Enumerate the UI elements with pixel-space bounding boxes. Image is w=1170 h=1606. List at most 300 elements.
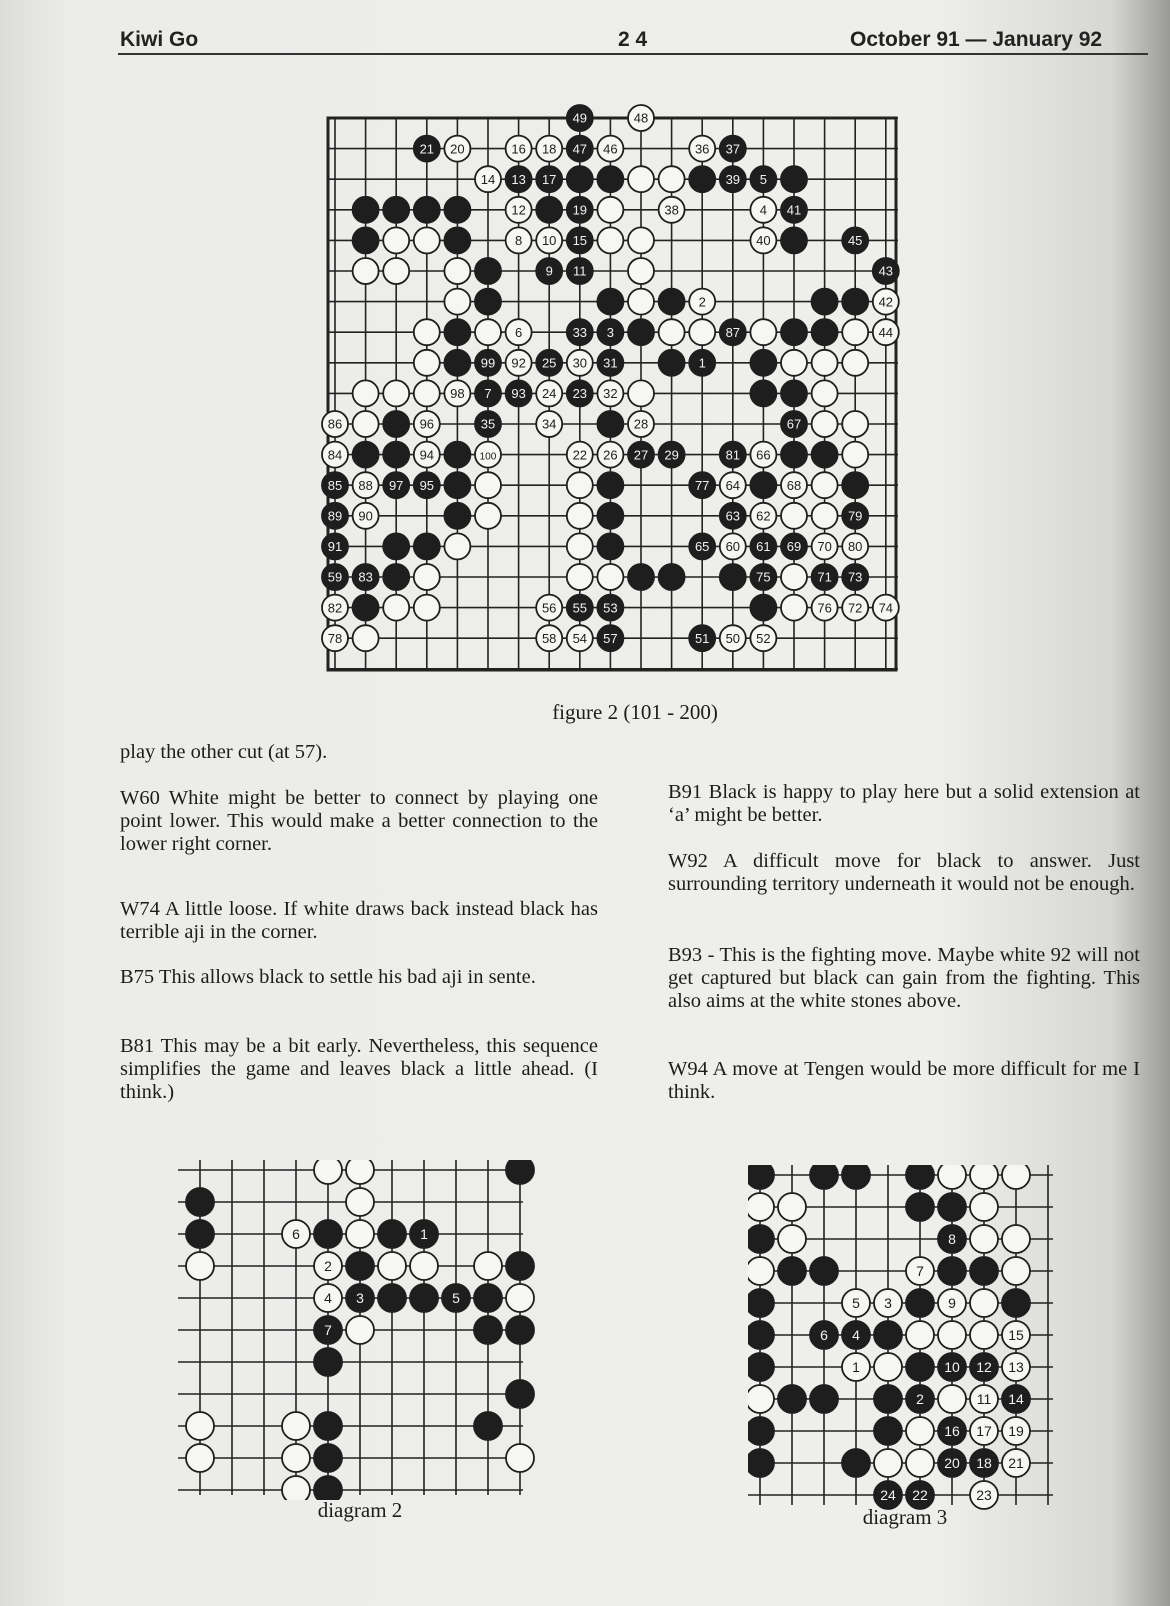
left-paragraph-5: B81 This may be a bit early. Nevertheless, this sequence simplifies the game and leaves black a little ahead. (I think.): [120, 1035, 598, 1103]
black-stone: [597, 166, 623, 192]
white-stone: [536, 380, 562, 406]
black-stone: [475, 380, 501, 406]
black-stone: [567, 166, 593, 192]
white-stone: [842, 533, 868, 559]
black-stone: [689, 166, 715, 192]
white-stone: [414, 227, 440, 253]
black-stone: [506, 1380, 534, 1408]
black-stone: [970, 1257, 998, 1285]
move-number: 41: [786, 202, 802, 218]
black-stone: [810, 1257, 838, 1285]
move-number: 13: [511, 171, 526, 187]
white-stone: [475, 442, 501, 468]
move-number: 91: [327, 539, 343, 555]
black-stone: [938, 1353, 966, 1381]
black-stone: [1002, 1385, 1030, 1413]
move-number: 67: [786, 416, 802, 432]
black-stone: [781, 533, 807, 559]
white-stone: [567, 564, 593, 590]
white-stone: [353, 411, 379, 437]
black-stone: [748, 1165, 774, 1189]
black-stone: [506, 166, 532, 192]
white-stone: [938, 1385, 966, 1413]
move-number: 22: [572, 447, 588, 463]
black-stone: [567, 105, 593, 131]
black-stone: [750, 533, 776, 559]
white-stone: [750, 503, 776, 529]
white-stone: [689, 319, 715, 345]
left-paragraph-2: W60 White might be better to connect by playing one point lower. This would make a better connection to the lower right corner.: [120, 787, 598, 855]
move-number: 88: [358, 477, 373, 493]
white-stone: [748, 1385, 774, 1413]
white-stone: [444, 533, 470, 559]
white-stone: [414, 411, 440, 437]
black-stone: [475, 411, 501, 437]
header-publication: Kiwi Go: [120, 28, 199, 51]
white-stone: [536, 136, 562, 162]
black-stone: [906, 1165, 934, 1189]
move-number: 6: [514, 324, 523, 340]
black-stone: [720, 136, 746, 162]
move-number: 95: [419, 477, 435, 493]
diagram-2-caption: diagram 2: [317, 1498, 403, 1522]
white-stone: [567, 533, 593, 559]
white-stone: [186, 1252, 214, 1280]
move-number: 19: [1008, 1423, 1024, 1440]
black-stone: [383, 411, 409, 437]
white-stone: [812, 472, 838, 498]
move-number: 22: [912, 1487, 928, 1504]
black-stone: [750, 564, 776, 590]
move-number: 98: [450, 386, 465, 402]
white-stone: [1002, 1165, 1030, 1189]
black-stone: [506, 1160, 534, 1184]
move-number: 4: [324, 1290, 332, 1307]
black-stone: [383, 533, 409, 559]
black-stone: [567, 197, 593, 223]
move-number: 97: [388, 477, 404, 493]
move-number: 24: [541, 386, 557, 402]
black-stone: [444, 350, 470, 376]
white-stone: [778, 1193, 806, 1221]
white-stone: [938, 1165, 966, 1189]
move-number: 74: [878, 600, 894, 616]
move-number: 60: [725, 539, 741, 555]
move-number: 100: [479, 451, 497, 463]
move-number: 73: [847, 569, 863, 585]
move-number: 14: [480, 171, 496, 187]
move-number: 8: [948, 1231, 956, 1248]
move-number: 4: [759, 202, 768, 218]
black-stone: [597, 411, 623, 437]
black-stone: [628, 319, 654, 345]
white-stone: [659, 166, 685, 192]
white-stone: [1002, 1417, 1030, 1445]
black-stone: [314, 1476, 342, 1500]
white-stone: [750, 227, 776, 253]
white-stone: [906, 1417, 934, 1445]
black-stone: [442, 1284, 470, 1312]
white-stone: [842, 1289, 870, 1317]
black-stone: [781, 380, 807, 406]
white-stone: [970, 1321, 998, 1349]
white-stone: [628, 289, 654, 315]
black-stone: [444, 472, 470, 498]
move-number: 85: [327, 477, 343, 493]
black-stone: [314, 1348, 342, 1376]
white-stone: [346, 1160, 374, 1184]
white-stone: [444, 380, 470, 406]
black-stone: [938, 1417, 966, 1445]
move-number: 6: [292, 1226, 300, 1243]
black-stone: [842, 1165, 870, 1189]
right-paragraph-2: W92 A difficult move for black to answer. Just surrounding territory underneath it would not be enough.: [668, 850, 1140, 895]
black-stone: [781, 442, 807, 468]
white-stone: [781, 472, 807, 498]
move-number: 44: [878, 324, 894, 340]
white-stone: [567, 503, 593, 529]
white-stone: [874, 1353, 902, 1381]
black-stone: [597, 472, 623, 498]
move-number: 82: [327, 600, 343, 616]
move-number: 43: [878, 263, 894, 279]
move-number: 34: [541, 416, 557, 432]
black-stone: [597, 319, 623, 345]
black-stone: [874, 1321, 902, 1349]
black-stone: [567, 380, 593, 406]
black-stone: [720, 503, 746, 529]
white-stone: [720, 625, 746, 651]
white-stone: [475, 472, 501, 498]
move-number: 42: [878, 294, 894, 310]
move-number: 3: [606, 324, 615, 340]
black-stone: [781, 166, 807, 192]
move-number: 27: [633, 447, 649, 463]
white-stone: [781, 595, 807, 621]
move-number: 79: [847, 508, 863, 524]
move-number: 15: [1008, 1327, 1024, 1344]
black-stone: [346, 1284, 374, 1312]
black-stone: [536, 197, 562, 223]
move-number: 59: [327, 569, 343, 585]
white-stone: [748, 1257, 774, 1285]
move-number: 16: [944, 1423, 960, 1440]
white-stone: [353, 380, 379, 406]
move-number: 9: [948, 1295, 956, 1312]
black-stone: [842, 472, 868, 498]
white-stone: [322, 595, 348, 621]
black-stone: [322, 472, 348, 498]
white-stone: [322, 411, 348, 437]
white-stone: [812, 533, 838, 559]
move-number: 90: [358, 508, 373, 524]
white-stone: [628, 105, 654, 131]
black-stone: [314, 1316, 342, 1344]
move-number: 46: [603, 141, 618, 157]
black-stone: [938, 1193, 966, 1221]
white-stone: [282, 1412, 310, 1440]
black-stone: [659, 564, 685, 590]
black-stone: [475, 258, 501, 284]
move-number: 23: [976, 1487, 992, 1504]
black-stone: [812, 319, 838, 345]
white-stone: [812, 350, 838, 376]
move-number: 69: [786, 539, 802, 555]
black-stone: [778, 1257, 806, 1285]
white-stone: [414, 319, 440, 345]
white-stone: [1002, 1449, 1030, 1477]
black-stone: [689, 533, 715, 559]
move-number: 45: [847, 233, 863, 249]
white-stone: [628, 227, 654, 253]
white-stone: [475, 166, 501, 192]
white-stone: [414, 380, 440, 406]
black-stone: [383, 472, 409, 498]
white-stone: [378, 1252, 406, 1280]
white-stone: [750, 319, 776, 345]
move-number: 54: [572, 630, 588, 646]
white-stone: [536, 411, 562, 437]
move-number: 77: [694, 477, 710, 493]
black-stone: [810, 1385, 838, 1413]
move-number: 94: [419, 447, 435, 463]
black-stone: [414, 197, 440, 223]
white-stone: [906, 1321, 934, 1349]
black-stone: [186, 1188, 214, 1216]
black-stone: [750, 595, 776, 621]
black-stone: [536, 350, 562, 376]
white-stone: [475, 319, 501, 345]
move-number: 61: [756, 539, 771, 555]
white-stone: [597, 380, 623, 406]
white-stone: [444, 258, 470, 284]
white-stone: [383, 227, 409, 253]
move-number: 70: [817, 539, 832, 555]
move-number: 7: [324, 1322, 332, 1339]
white-stone: [842, 1353, 870, 1381]
black-stone: [874, 1417, 902, 1445]
white-stone: [689, 136, 715, 162]
white-stone: [383, 258, 409, 284]
black-stone: [597, 533, 623, 559]
black-stone: [506, 1316, 534, 1344]
header-page-number: 2 4: [618, 28, 648, 51]
white-stone: [597, 442, 623, 468]
white-stone: [567, 350, 593, 376]
white-stone: [322, 625, 348, 651]
black-stone: [414, 533, 440, 559]
black-stone: [970, 1449, 998, 1477]
black-stone: [410, 1220, 438, 1248]
black-stone: [906, 1193, 934, 1221]
black-stone: [378, 1220, 406, 1248]
black-stone: [873, 258, 899, 284]
black-stone: [750, 472, 776, 498]
black-stone: [597, 289, 623, 315]
move-number: 38: [664, 202, 679, 218]
move-number: 5: [452, 1290, 460, 1307]
black-stone: [186, 1220, 214, 1248]
white-stone: [628, 380, 654, 406]
white-stone: [536, 227, 562, 253]
move-number: 92: [511, 355, 526, 371]
move-number: 35: [480, 416, 496, 432]
black-stone: [720, 442, 746, 468]
move-number: 1: [420, 1226, 428, 1243]
white-stone: [346, 1220, 374, 1248]
white-stone: [938, 1289, 966, 1317]
white-stone: [628, 411, 654, 437]
move-number: 65: [694, 539, 710, 555]
white-stone: [1002, 1321, 1030, 1349]
white-stone: [314, 1252, 342, 1280]
move-number: 18: [976, 1455, 992, 1472]
black-stone: [781, 197, 807, 223]
move-number: 11: [976, 1391, 992, 1408]
figure-2-caption: figure 2 (101 - 200): [552, 700, 718, 724]
left-paragraph-1: play the other cut (at 57).: [120, 741, 328, 763]
move-number: 39: [725, 171, 741, 187]
right-paragraph-1: B91 Black is happy to play here but a solid extension at ‘a’ might be better.: [668, 781, 1140, 826]
move-number: 7: [916, 1263, 924, 1280]
white-stone: [781, 564, 807, 590]
black-stone: [842, 1449, 870, 1477]
white-stone: [597, 227, 623, 253]
black-stone: [597, 503, 623, 529]
black-stone: [748, 1289, 774, 1317]
white-stone: [186, 1412, 214, 1440]
white-stone: [414, 350, 440, 376]
left-paragraph-3: W74 A little loose. If white draws back instead black has terrible aji in the corner.: [120, 898, 598, 943]
white-stone: [842, 319, 868, 345]
white-stone: [597, 197, 623, 223]
black-stone: [659, 289, 685, 315]
black-stone: [444, 319, 470, 345]
move-number: 26: [603, 447, 618, 463]
move-number: 5: [759, 171, 768, 187]
black-stone: [812, 289, 838, 315]
move-number: 10: [944, 1359, 960, 1376]
white-stone: [346, 1188, 374, 1216]
move-number: 16: [511, 141, 526, 157]
move-number: 1: [698, 355, 706, 371]
white-stone: [282, 1444, 310, 1472]
white-stone: [873, 595, 899, 621]
move-number: 1: [852, 1359, 860, 1376]
move-number: 12: [511, 202, 526, 218]
black-stone: [567, 595, 593, 621]
black-stone: [414, 136, 440, 162]
white-stone: [282, 1476, 310, 1500]
white-stone: [414, 595, 440, 621]
move-number: 2: [916, 1391, 924, 1408]
white-stone: [970, 1165, 998, 1189]
move-number: 87: [725, 324, 741, 340]
move-number: 4: [852, 1327, 860, 1344]
black-stone: [874, 1385, 902, 1413]
white-stone: [506, 197, 532, 223]
white-stone: [628, 166, 654, 192]
diagram-3-caption: diagram 3: [862, 1505, 948, 1529]
move-number: 31: [603, 355, 618, 371]
black-stone: [689, 350, 715, 376]
move-number: 2: [324, 1258, 332, 1275]
move-number: 58: [541, 630, 557, 646]
black-stone: [536, 166, 562, 192]
black-stone: [567, 319, 593, 345]
white-stone: [353, 503, 379, 529]
black-stone: [474, 1412, 502, 1440]
move-number: 9: [545, 263, 553, 279]
move-number: 14: [1008, 1391, 1024, 1408]
move-number: 72: [847, 600, 863, 616]
black-stone: [444, 442, 470, 468]
right-paragraph-3: B93 - This is the fighting move. Maybe white 92 will not get captured but black can gain from the fighting. This also aims at the white stones above.: [668, 944, 1140, 1012]
black-stone: [812, 442, 838, 468]
black-stone: [938, 1225, 966, 1253]
move-number: 17: [541, 171, 557, 187]
black-stone: [748, 1449, 774, 1477]
move-number: 63: [725, 508, 741, 524]
white-stone: [748, 1193, 774, 1221]
figure-2-board: [310, 100, 930, 690]
move-number: 96: [419, 416, 435, 432]
white-stone: [906, 1257, 934, 1285]
white-stone: [781, 350, 807, 376]
white-stone: [628, 258, 654, 284]
black-stone: [597, 350, 623, 376]
white-stone: [720, 533, 746, 559]
white-stone: [689, 289, 715, 315]
white-stone: [970, 1385, 998, 1413]
black-stone: [383, 564, 409, 590]
move-number: 50: [725, 630, 741, 646]
move-number: 89: [327, 508, 343, 524]
black-stone: [812, 564, 838, 590]
move-number: 47: [572, 141, 588, 157]
black-stone: [536, 258, 562, 284]
black-stone: [378, 1284, 406, 1312]
white-stone: [720, 472, 746, 498]
black-stone: [842, 289, 868, 315]
white-stone: [874, 1289, 902, 1317]
move-number: 49: [572, 110, 588, 126]
black-stone: [597, 625, 623, 651]
black-stone: [720, 564, 746, 590]
white-stone: [567, 442, 593, 468]
black-stone: [314, 1220, 342, 1248]
move-number: 32: [603, 386, 618, 402]
white-stone: [873, 289, 899, 315]
black-stone: [748, 1225, 774, 1253]
white-stone: [506, 1444, 534, 1472]
move-number: 93: [511, 386, 526, 402]
white-stone: [474, 1252, 502, 1280]
black-stone: [506, 380, 532, 406]
move-number: 7: [484, 386, 492, 402]
white-stone: [322, 442, 348, 468]
move-number: 51: [694, 630, 710, 646]
move-number: 68: [786, 477, 802, 493]
black-stone: [906, 1385, 934, 1413]
move-number: 20: [450, 141, 465, 157]
white-stone: [842, 411, 868, 437]
white-stone: [659, 197, 685, 223]
white-stone: [410, 1252, 438, 1280]
white-stone: [506, 227, 532, 253]
white-stone: [1002, 1225, 1030, 1253]
black-stone: [414, 472, 440, 498]
